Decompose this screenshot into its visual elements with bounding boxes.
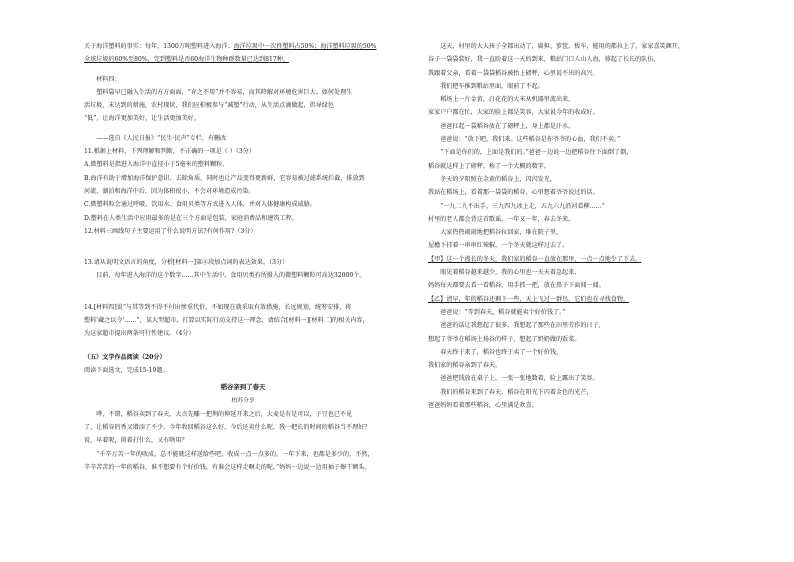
question-11-stem: 11.根据上材料，下列理解和判断，不正确的一项是（ ）（3分）: [84, 148, 255, 156]
instruction: 阅读下面选文，完成15-19题。: [84, 366, 169, 374]
story-paragraph: “千辛万苦一年的收成，总不能就这样送给些吧，收成一点一点多的，一年下来，也都是多少的，不然，: [96, 450, 374, 458]
marked-sentence-jia: 【甲】这一个漫长的冬天，我们家的稻谷一直放在那里，一点一点地少了下去。: [428, 255, 642, 263]
story-paragraph-cont: 家家户户都在忙，大家的脸上都是笑容，大家说今年的收成好。: [428, 109, 599, 117]
text-line: 塑料袋早已融入生活的方方面面，“弃之不用”并不容易，而其降解对环境危害巨大。如何处理生: [96, 88, 353, 96]
story-paragraph: 爸爸把钱放在桌子上，一张一张地数着，脸上露出了笑容。: [440, 375, 599, 383]
story-paragraph-cont: 说，早着呢，留着打什么，又有啥用？: [84, 437, 188, 445]
question-11-option-c: C.微塑料粒会通过呼吸、饮用水、食用贝类等方式进入人体，并对人体健康构成威胁。: [84, 201, 316, 209]
story-paragraph: 爸爸说：“放下吧，我们来。这些稻谷是你爷爷的心血，我们不卖。”: [440, 136, 621, 144]
story-paragraph: 眼见着稻谷越来越少，我的心里也一天天着急起来，: [440, 269, 581, 277]
story-author: 柏苏分享: [231, 397, 255, 404]
story-paragraph: “下面是你们的，上面是我们的。”爸爸一边说一边把稻谷往下面倒了倒，: [440, 149, 633, 157]
question-14-cont: 塑料‘藏之以令’……”，某大型超市，打算以实际行动支持这一理念，请结合[材料一][材料二]的相关内容，: [84, 317, 369, 325]
underlined-text: 全球垃圾的60%至80%，完到塑料是否60海洋生物种群数量已达到817种。: [84, 56, 289, 64]
question-11-option-a: A.微塑料是指进入海洋中直径小于5毫米的塑料颗粒。: [84, 161, 229, 169]
text-line: 活垃圾，未达到的措施，农村现状，我们应积极参与“减塑”行动，从生活点滴做起，倡导绿色: [84, 102, 334, 110]
story-paragraph-cont: 妈妈每天都要去看一看稻谷，用手抓一把，放在鼻子下面闻一闻。: [428, 282, 605, 290]
story-paragraph: 爸爸说：“等到春天，稻谷就能卖个好价钱了。”: [440, 308, 566, 316]
question-14: 14.[材料四]说“与其等到不得不付出惨重代价，不如现在就采取有效措施，长远规划，统筹安排，将: [84, 303, 352, 311]
question-13-stem: 13.请从说明文语言的角度，分析[材料一]第④段加点词的表达效果。（3分）: [84, 259, 289, 267]
story-paragraph: 稻场上一片金黄，白花花的大米从机器里流出来，: [440, 96, 575, 104]
story-paragraph: 哗，不错，稻谷卖到了春天，大言先赚一把利的伸延开来之后，大麦是有是可以，子豆也已不见: [96, 410, 353, 418]
story-paragraph-cont: 了，让稻谷的香又增添了不少。今年收回稻谷这么好，今后还卖什么呢，我一把长的时间的稻谷当不理好？: [84, 424, 371, 432]
story-paragraph: 冬天的夕阳照在金黄的稻谷上，闪闪发光，: [440, 175, 556, 183]
story-paragraph-cont: 爸爸妈妈看着那些稻谷，心里满是欢喜。: [428, 402, 538, 410]
text-line: [84, 40, 402, 53]
story-paragraph-cont: 想起了爷爷在稻场上扬谷的样子，想起了奶奶做的饭菜。: [428, 335, 581, 343]
question-14-cont: 为这家超市提出两条可行性建议。（4分）: [84, 330, 195, 338]
section-heading: （五）文学作品阅读（20分）: [84, 353, 166, 361]
question-11-option-b: B.海洋有助于增加海洋保护意识、去除角质，同时也让产品变得更新鲜，它容易被过滤系统拦截，排放到: [84, 174, 365, 182]
story-paragraph: 爸爸扛起一袋稻谷放在了磅秤上，身上都是汗水。: [440, 122, 575, 130]
left-column: [84, 40, 402, 474]
story-paragraph-cont: 村里的老人都会背这首歌谣，一年又一年，春去冬来。: [428, 215, 575, 223]
story-paragraph: 这天，村里的大人孩子全都出动了，扁担、箩筐、板车，能用的都拉上了，家家喜笑颜开，: [440, 43, 684, 50]
story-paragraph: 我们的稻谷来到了春天，稻谷在阳光下闪着金色的光芒，: [440, 388, 593, 396]
marked-sentence-yi: 【乙】清早，年的稻谷还剩下一些，天上飞过一群鸟，它们也在寻找食物，: [428, 295, 630, 303]
question-11-option-b-cont: 河流、湖泊和海洋中后，因为体积很小，不会对环境造成污染。: [84, 187, 255, 195]
story-paragraph-cont: 稻谷就这样上了磅秤，称了一个大概的数字。: [428, 162, 550, 170]
story-paragraph-cont: 我跟着父亲，看着一袋袋稻谷被抬上磅秤，心里说不出的高兴。: [428, 69, 599, 77]
story-paragraph: 春天终于来了，稻谷也终于卖了一个好价钱，: [440, 348, 563, 356]
question-13-quote: 目前，每年进入海洋的这个数字……其中生活中，食用贝类有所摄入的微塑料颗粒可高达32000个。: [96, 272, 366, 280]
story-paragraph: 大家热热闹闹地把稻谷拉回家，堆在院子里，: [440, 229, 563, 237]
underlined-text: 海洋垃圾中一次性塑料占50%；海洋塑料垃圾的50%: [233, 43, 377, 50]
story-paragraph-cont: 我站在稻场上，看着那一袋袋的稻谷，心里想着爷爷说过的话。: [428, 189, 599, 197]
text-line: 关于海洋塑料的事实：每年，1300万吨塑料进入海洋；: [84, 43, 234, 50]
story-paragraph-cont: 屋檐下挂着一串串红辣椒，一个冬天就这样过去了。: [428, 242, 569, 250]
story-paragraph: 我们把车推到粮站里面，眼前了不起。: [440, 82, 544, 90]
question-12: 12.材料三画线句子主要运用了什么说明方法?有何作用?（3分）: [84, 227, 257, 235]
story-paragraph-cont: 我们家的稻谷亲到了春天。: [428, 362, 502, 370]
story-paragraph-cont: 谷子一袋袋装好，我一直盼着这一天的到来，粮站门口人山人海，排起了长长的队伍，: [428, 56, 660, 64]
text-line: “低”，让海洋更加美好，让生活更加美好。: [84, 115, 200, 123]
question-11-option-d: D.塑料在人类生活中应用最多的是在三个方面是包装、家庭消费品和建筑工程。: [84, 214, 298, 222]
source-note: ——选自《人民日报》“民生·民声”专栏，有删改: [96, 134, 227, 142]
right-column: [428, 40, 724, 412]
material-label: 材料四：: [96, 75, 121, 83]
story-paragraph-cont: 辛辛苦苦的一年的稻谷，谁不想要有个好价钱，有谁会这样走啊走的呢。”妈妈一边说一边用袖子擦干额头。: [84, 464, 371, 472]
story-paragraph: “一九二九不出手，三九四九冰上走，五九六九沿河看柳……”: [440, 202, 605, 210]
story-paragraph: 爸爸的话让我想起了很多，我想起了那些在田里劳作的日子，: [440, 322, 605, 330]
story-title: 稻谷亲到了春天: [220, 383, 266, 392]
